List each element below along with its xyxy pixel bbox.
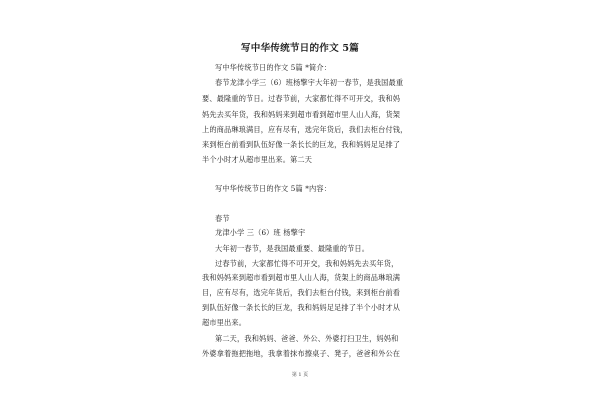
body-line: 到队伍好像一条长长的巨龙，我和妈妈足足排了半个小时才从 bbox=[202, 303, 401, 312]
intro-line: 妈先去买年货，我和妈妈来到超市看到超市里人山人海，货架 bbox=[202, 110, 401, 119]
intro-line: 来到柜台前看到队伍好像一条长长的巨龙，我和妈妈足足排了 bbox=[202, 140, 401, 149]
body-line: 过春节前，大家都忙得不可开交，我和妈妈先去买年货， bbox=[215, 259, 399, 268]
body-line: 外婆拿着拖把拖地，我拿着抹布擦桌子、凳子，爸爸和外公在 bbox=[202, 349, 401, 358]
page-footer: 第 1 页 bbox=[291, 372, 309, 378]
intro-line: 春节龙津小学三（6）班杨擎宇大年初一春节，是我国最重 bbox=[215, 78, 404, 87]
body-line: 我和妈妈来到超市看到超市里人山人海，货架上的商品琳琅满 bbox=[202, 273, 401, 282]
intro-heading: 写中华传统节日的作文 5篇 *简介： bbox=[215, 63, 332, 72]
author-line: 龙津小学 三（6）班 杨擎宇 bbox=[215, 228, 306, 237]
intro-line: 要、最隆重的节日。过春节前，大家都忙得不可开交，我和妈 bbox=[202, 94, 401, 103]
essay-title: 春节 bbox=[215, 214, 230, 223]
content-heading: 写中华传统节日的作文 5篇 *内容： bbox=[215, 184, 332, 193]
body-line: 第二天，我和妈妈、爸爸、外公、外婆打扫卫生，妈妈和 bbox=[215, 334, 399, 343]
document-title: 写中华传统节日的作文 5篇 bbox=[240, 43, 360, 54]
body-line: 超市里出来。 bbox=[202, 318, 247, 327]
intro-line: 半个小时才从超市里出来。第二天 bbox=[202, 155, 313, 164]
body-line: 大年初一春节，是我国最重要、最隆重的节日。 bbox=[215, 244, 370, 253]
body-line: 目，应有尽有，选完年货后，我们去柜台付钱，来到柜台前看 bbox=[202, 288, 401, 297]
intro-line: 上的商品琳琅满目，应有尽有，选完年货后，我们去柜台付钱， bbox=[202, 125, 408, 134]
